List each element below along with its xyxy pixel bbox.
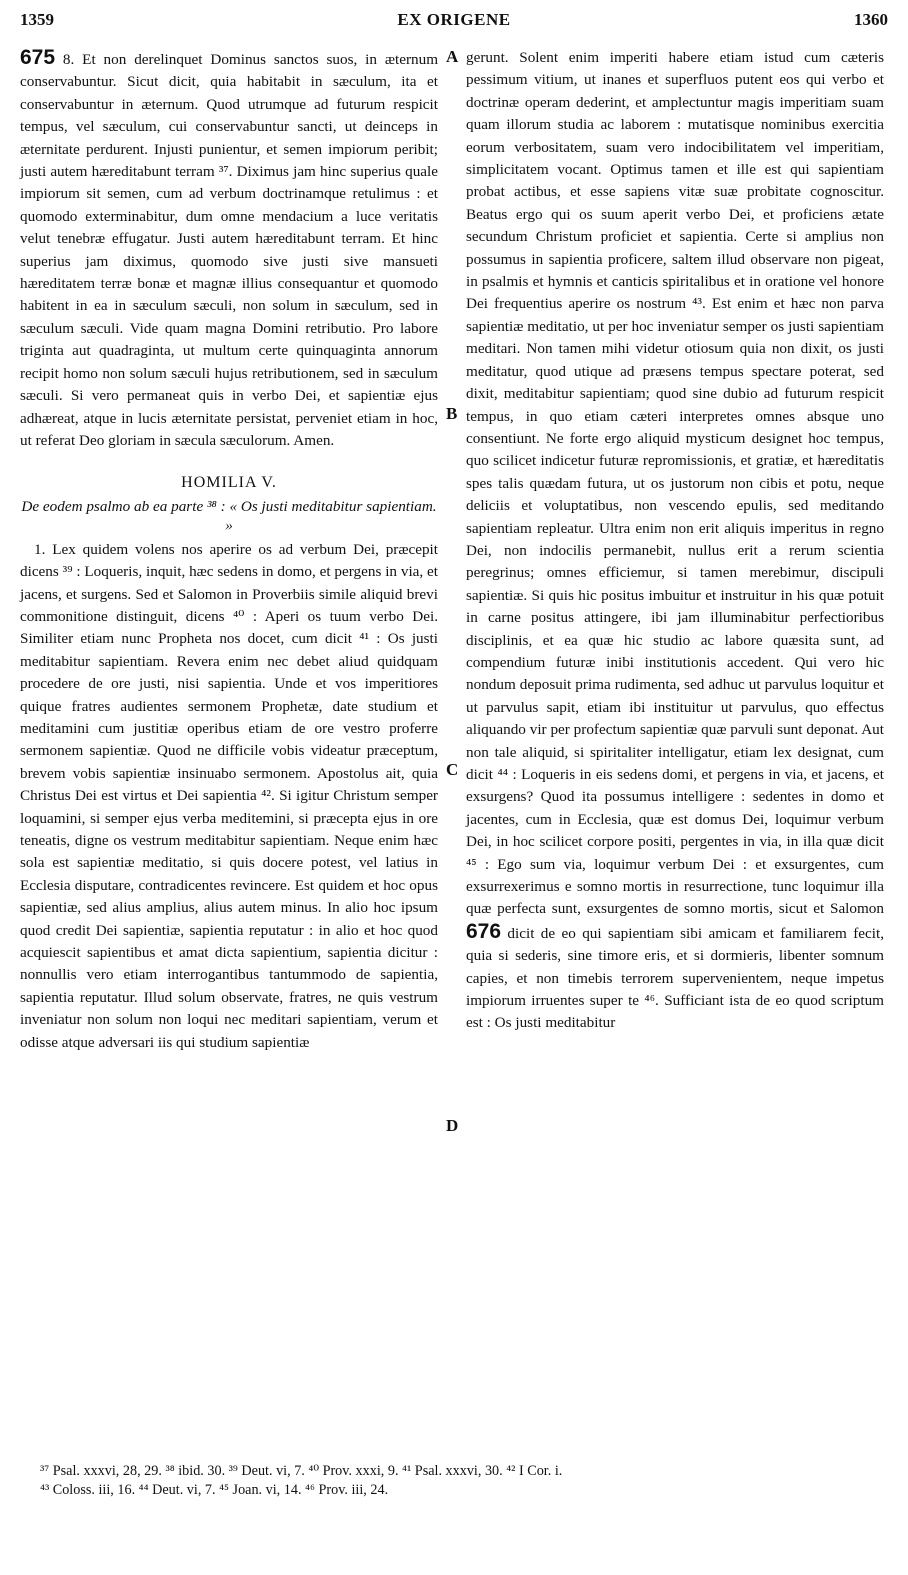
right-paragraph-1b-text: dicit de eo qui sapientiam sibi amicam et familiarem fecit, quia si sederis, sine timore eris, et si dormieris, libenter somnum capies, et non timebis terrorem supervenientem, neque impetus impiorum irruentes super te ⁴⁶. Sufficiant ista de eo quod scriptum est : Os justi meditabitur: [466, 924, 885, 1032]
section-marker-a: A: [446, 47, 459, 66]
section-marker-b: B: [446, 404, 458, 423]
left-column: [20, 47, 438, 1054]
footnotes: [40, 1462, 878, 1500]
running-title: EX ORIGENE: [397, 10, 511, 29]
right-paragraph-1a-text: gerunt. Solent enim imperiti habere etiam istud cum cæteris pessimum vitium, ut inanes et superfluos putent eos qui verbo et doctrinæ operam dederint, et amplectuntur magis imperitiam suam quam illorum studia ac laborem : mutatisque nominibus exercitia eorum verbositatem, suam vero indocibilitatem vel imperitiam, simplicitatem vocant. Optimus tamen et ille est qui sapientiam probat actibus, et esse sapiens vitæ suæ probitate cognoscitur. Beatus ergo qui os suum aperit verbo Dei, et proficiens ætate secundum Christum proficiet et sapientia. Certe si amplius non possumus in sapientia proficere, saltem illud observare non pigeat, in psalmis et hymnis et canticis spiritalibus et in oratione vel honore Dei frequentius aperire os nostrum ⁴³. Est enim et hæc non parva sapientiæ meditatio, ut per hoc inveniatur semper os justi sapientiam meditari. Non tamen mihi videtur otiosum quia non dixit, os justi meditatur, quod utique ad præsens tempus spectare poterat, sed dixit, meditabitur sapientiam; quod sine dubio ad futurum respicit tempus, in quo etiam cæteri interpretes omnes absque uno consentiunt. Ne forte ergo aliquid mysticum designet hoc tempus, quo scilicet indicetur futuræ repromissionis, et gratiæ, et hæreditatis spes talis quædam futura, ut os justorum non cibis et potu, neque deliciis et voluptatibus, non vescendo epulis, sed meditando sapientiam repleatur. Ultra enim non erit aliquis imperitus in regno Dei, non indocilis permanebit, nullus erit a rerum scientia peregrinus; omnes efficiemur, si tamen merebimur, discipuli sapientiæ. Si quis hic positus imbuitur et instruitur in his quæ potuit in carne positus attingere, ibi jam illuminabitur perfectioribus disciplinis, et ea quæ hic studio ac labore quæsita sunt, ad compendium futuræ inibi institutionis accedent. Qui vero hic nondum deposuit prima rudimenta, sed adhuc ut parvulus loquitur et ut parvulus sapit, etiam ibi instituitur ut parvulus, quo effectus aliquando vir per profectum sapientiæ quæ parvuli sunt deponat. Aut non tale aliquid, si spiritaliter intelligatur, etiam lex designat, cum dicit ⁴⁴ : Loqueris in eis sedens domi, et pergens in via, et jacens, et exsurgens? Quod ita possumus intelligere : sedentes in domo et jacentes, cum in Ecclesia, quæ est domus Dei, loquimur verbum Dei, in hoc scilicet corpore positi, pergentes in via, in illa quæ dicit ⁴⁵ : Ego sum via, loquimur verbum Dei : et exsurgentes, cum exsurrexerimus e somno mortis in resurrectione, tunc loquimur illa quæ perfecta sunt, exsurgentes de somno mortis, sicut et Salomon: [466, 49, 884, 918]
right-page-number: 1360: [854, 10, 888, 29]
right-paragraph-1: [466, 47, 884, 1035]
section-marker-d: D: [446, 1116, 459, 1135]
left-paragraph-2: 1. Lex quidem volens nos aperire os ad verbum Dei, præcepit dicens ³⁹ : Loqueris, inquit, hæc sedens in domo, et pergens in via, et jacens, et surgens. Sed et Salomon in Proverbiis simile aliquid brevi commonitione distinguit, dicens ⁴⁰ : Aperi os tuum verbo Dei. Similiter etiam nunc Propheta nos docet, cum dicit ⁴¹ : Os justi meditabitur sapientiam. Revera enim nec debet aliud quidquam procedere de ore justi, nisi sapientia. Unde et vos imperitiores quique fratres audientes sermonem Prophetæ, date studium et meditamini cum justitiæ operibus etiam de ore vestro proferre sermonem sapientiæ. Quod ne difficile vobis videatur præceptum, brevem vobis sapientiæ insinuabo sermonem. Apostolus ait, quia Christus Dei est virtus et Dei sapientia ⁴². Si igitur Christum semper loquamini, si semper ejus verba meditemini, si præcepta ejus in ore teneatis, digne os vestrum meditabitur sapientiam. Neque enim hæc sola est sapientiæ meditatio, si quis docere potest, vel latius in Ecclesia disputare, contradicentes revincere. Est quidem et hoc opus sapientiæ, sed alius amplius, alius autem minus. In alio hoc ipsum quod credit Dei sapientiæ, sapientia reputatur : in alio et hoc quod acquiescit sapientibus et amat dicta sapientium, sapientia dicitur : nonnullis vero etiam interrogantibus tantummodo de sapientia, sapientia reputatur. Illud solum observate, fratres, ne quis vestrum inveniatur non solum non loqui nec meditari sapientiam, verum et odisse atque adversari iis qui studium sapientiæ: [20, 540, 438, 1051]
homily-title: HOMILIA V.: [181, 474, 277, 492]
footnote-line-2: ⁴³ Coloss. iii, 16. ⁴⁴ Deut. vi, 7. ⁴⁵ Joan. vi, 14. ⁴⁶ Prov. iii, 24.: [40, 1482, 389, 1498]
section-marker-c: C: [446, 760, 459, 779]
column-marker-676: 676: [466, 919, 502, 943]
left-page-number: 1359: [20, 10, 54, 29]
footnote-line-1: ³⁷ Psal. xxxvi, 28, 29. ³⁸ ibid. 30. ³⁹ Deut. vi, 7. ⁴⁰ Prov. xxxi, 9. ⁴¹ Psal. xxxvi, 30. ⁴² I Cor. i.: [40, 1463, 563, 1479]
left-paragraph-1-text: 8. Et non derelinquet Dominus sanctos suos, in æternum conservabuntur. Sicut dicit, quia habitabit in sæculum, ita et conservabuntur in æternum. Quod utrumque ad futurum respicit tempus, vel sæculum, cui conservabuntur sancti, ut deinceps in æternitate perdurent. Injusti punientur, et semen impiorum peribit; justi autem hæreditabunt terram ³⁷. Diximus jam hinc superius quale impiorum sit semen, cum ad verbum doctrinamque retulimus : et quomodo exterminabitur, dum omne mendacium a luce veritatis velut tenebræ effugatur. Justi autem hæreditabunt terram. Et hinc superius jam diximus, quomodo sive justi sive mansueti hæreditatem terræ bonæ et magnæ illius consequantur et quomodo habitent in ea in sæculum sæculi, non solum in sæculum, sed in sæculum sæculi. Vide quam magna Domini retributio. Pro labore triginta aut quadraginta, ut multum certe quinquaginta annorum recipit homo non solum sæculi hujus retributionem, sed in sæculum sæculi. Si vero permaneat quis in verbo Dei, et sapientiæ ejus adhæreat, atque in lucis æternitate persistat, perveniet etiam in hoc, ut referat Deo gloriam in sæcula sæculorum. Amen.: [20, 51, 439, 449]
right-column: [466, 47, 884, 1035]
left-paragraph-1: [20, 47, 438, 452]
running-header: [20, 10, 888, 40]
column-marker-675: 675: [20, 46, 56, 69]
homily-subtitle: De eodem psalmo ab ea parte ³⁸ : « Os justi meditabitur sapientiam. »: [21, 497, 437, 534]
